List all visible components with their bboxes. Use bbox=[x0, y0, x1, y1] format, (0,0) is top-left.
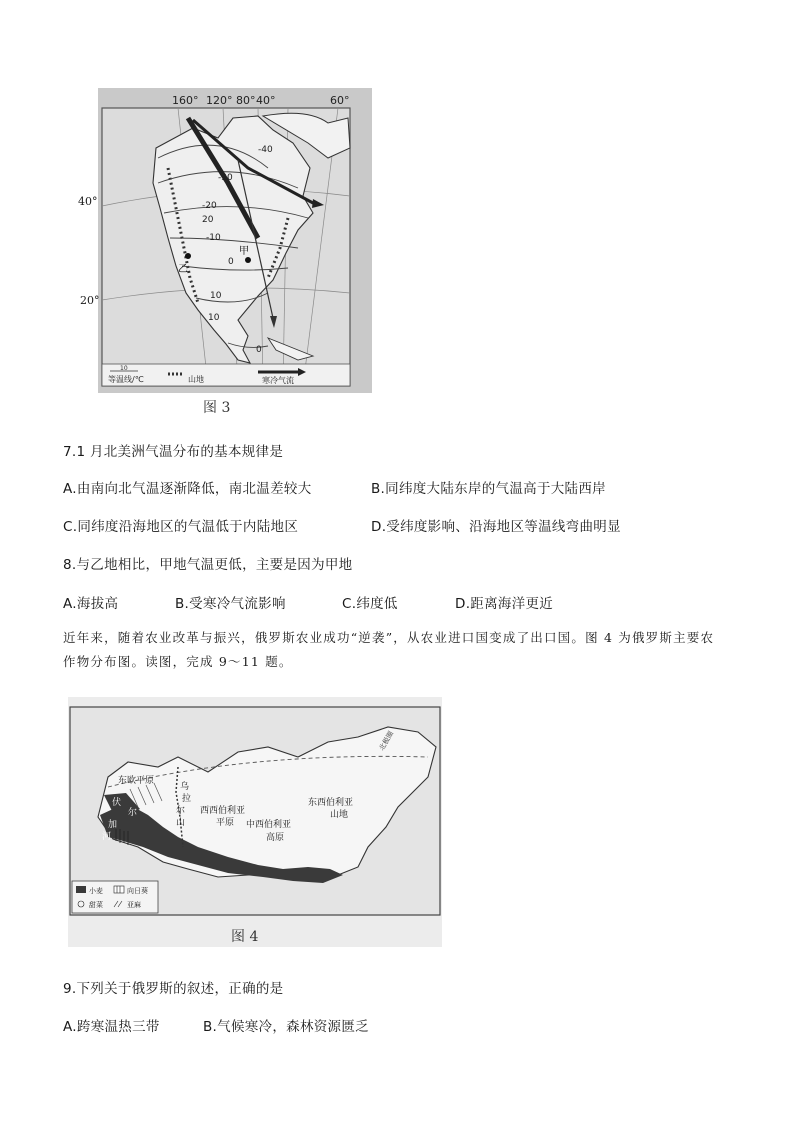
isotherm-value: 10 bbox=[210, 291, 222, 301]
isotherm-value: 10 bbox=[208, 313, 220, 323]
question-7-option-c: C.同纬度沿海地区的气温低于内陆地区 bbox=[63, 519, 299, 535]
volga-char: 伏 bbox=[112, 798, 122, 808]
legend-isotherm-sample: 10 bbox=[120, 365, 128, 372]
question-9-option-b: B.气候寒冷，森林资源匮乏 bbox=[203, 1019, 369, 1035]
region-central-siberia-2: 高原 bbox=[266, 833, 285, 843]
label-jia: 甲 bbox=[239, 246, 249, 257]
region-west-siberia-2: 平原 bbox=[216, 818, 235, 828]
figure-3-caption: 图 3 bbox=[203, 400, 231, 416]
label-yi: 乙 bbox=[178, 264, 188, 275]
lon-label: 80° bbox=[236, 94, 256, 107]
isotherm-value: -10 bbox=[206, 233, 221, 243]
lat-label-40: 40° bbox=[78, 195, 98, 208]
legend-cold-flow: 寒冷气流 bbox=[262, 376, 294, 385]
question-7-option-d: D.受纬度影响、沿海地区等温线弯曲明显 bbox=[371, 519, 621, 535]
ural-char: 乌 bbox=[180, 782, 190, 792]
question-8-option-a: A.海拔高 bbox=[63, 596, 119, 612]
lon-label: 160° bbox=[172, 94, 199, 107]
region-west-siberia-1: 西西伯利亚 bbox=[200, 806, 246, 816]
isotherm-value: 0 bbox=[256, 345, 262, 355]
volga-char: 加 bbox=[108, 820, 118, 830]
ural-char: 拉 bbox=[182, 794, 192, 804]
volga-char: 河 bbox=[102, 832, 112, 842]
lat-label-20: 20° bbox=[80, 294, 100, 307]
legend-isotherm: 等温线/℃ bbox=[108, 375, 144, 384]
point-jia bbox=[245, 257, 251, 263]
legend-flax: 亚麻 bbox=[127, 901, 141, 909]
question-8-option-b: B.受寒冷气流影响 bbox=[175, 596, 286, 612]
region-central-siberia-1: 中西伯利亚 bbox=[246, 820, 292, 830]
intro-line-2: 作物分布图。读图，完成 9～11 题。 bbox=[63, 654, 293, 669]
legend-sugar-beet: 甜菜 bbox=[89, 901, 103, 909]
legend-wheat: 小麦 bbox=[89, 887, 103, 895]
lon-label: 40° bbox=[256, 94, 276, 107]
lon-label: 60° bbox=[330, 94, 350, 107]
legend-mountain: 山地 bbox=[188, 375, 204, 384]
lon-label: 120° bbox=[206, 94, 233, 107]
region-east-european-plain: 东欧平原 bbox=[118, 776, 155, 786]
question-7-stem: 7.1 月北美洲气温分布的基本规律是 bbox=[63, 444, 284, 460]
question-9-option-a: A.跨寒温热三带 bbox=[63, 1019, 160, 1035]
question-7-option-a: A.由南向北气温逐渐降低，南北温差较大 bbox=[63, 481, 312, 497]
isotherm-value: 0 bbox=[228, 257, 234, 267]
legend-sunflower: 向日葵 bbox=[127, 887, 148, 895]
arctic-circle-label: 北极圈 bbox=[377, 729, 396, 752]
ural-char: 尔 bbox=[176, 806, 186, 816]
figure-3-north-america-map bbox=[98, 88, 372, 393]
question-9-stem: 9.下列关于俄罗斯的叙述，正确的是 bbox=[63, 981, 284, 997]
volga-char: 尔 bbox=[128, 808, 138, 818]
isotherm-value: -20 bbox=[202, 201, 217, 211]
figure-4-caption: 图 4 bbox=[231, 929, 259, 945]
question-8-stem: 8.与乙地相比，甲地气温更低，主要是因为甲地 bbox=[63, 557, 353, 573]
point-yi bbox=[185, 253, 191, 259]
question-7-option-b: B.同纬度大陆东岸的气温高于大陆西岸 bbox=[371, 481, 606, 497]
intro-line-1: 近年来，随着农业改革与振兴，俄罗斯农业成功“逆袭”，从农业进口国变成了出口国。图 4 为俄罗斯主要农 bbox=[63, 630, 715, 645]
region-east-siberia-1: 东西伯利亚 bbox=[308, 798, 354, 808]
isotherm-value: -40 bbox=[258, 145, 273, 155]
region-east-siberia-2: 山地 bbox=[330, 810, 349, 820]
question-8-option-d: D.距离海洋更近 bbox=[455, 596, 554, 612]
figure-4-russia-crops-map bbox=[68, 697, 442, 947]
question-8-option-c: C.纬度低 bbox=[342, 596, 398, 612]
isotherm-value: 20 bbox=[202, 215, 214, 225]
isotherm-value: -30 bbox=[218, 173, 233, 183]
ural-char: 山 bbox=[176, 818, 186, 828]
